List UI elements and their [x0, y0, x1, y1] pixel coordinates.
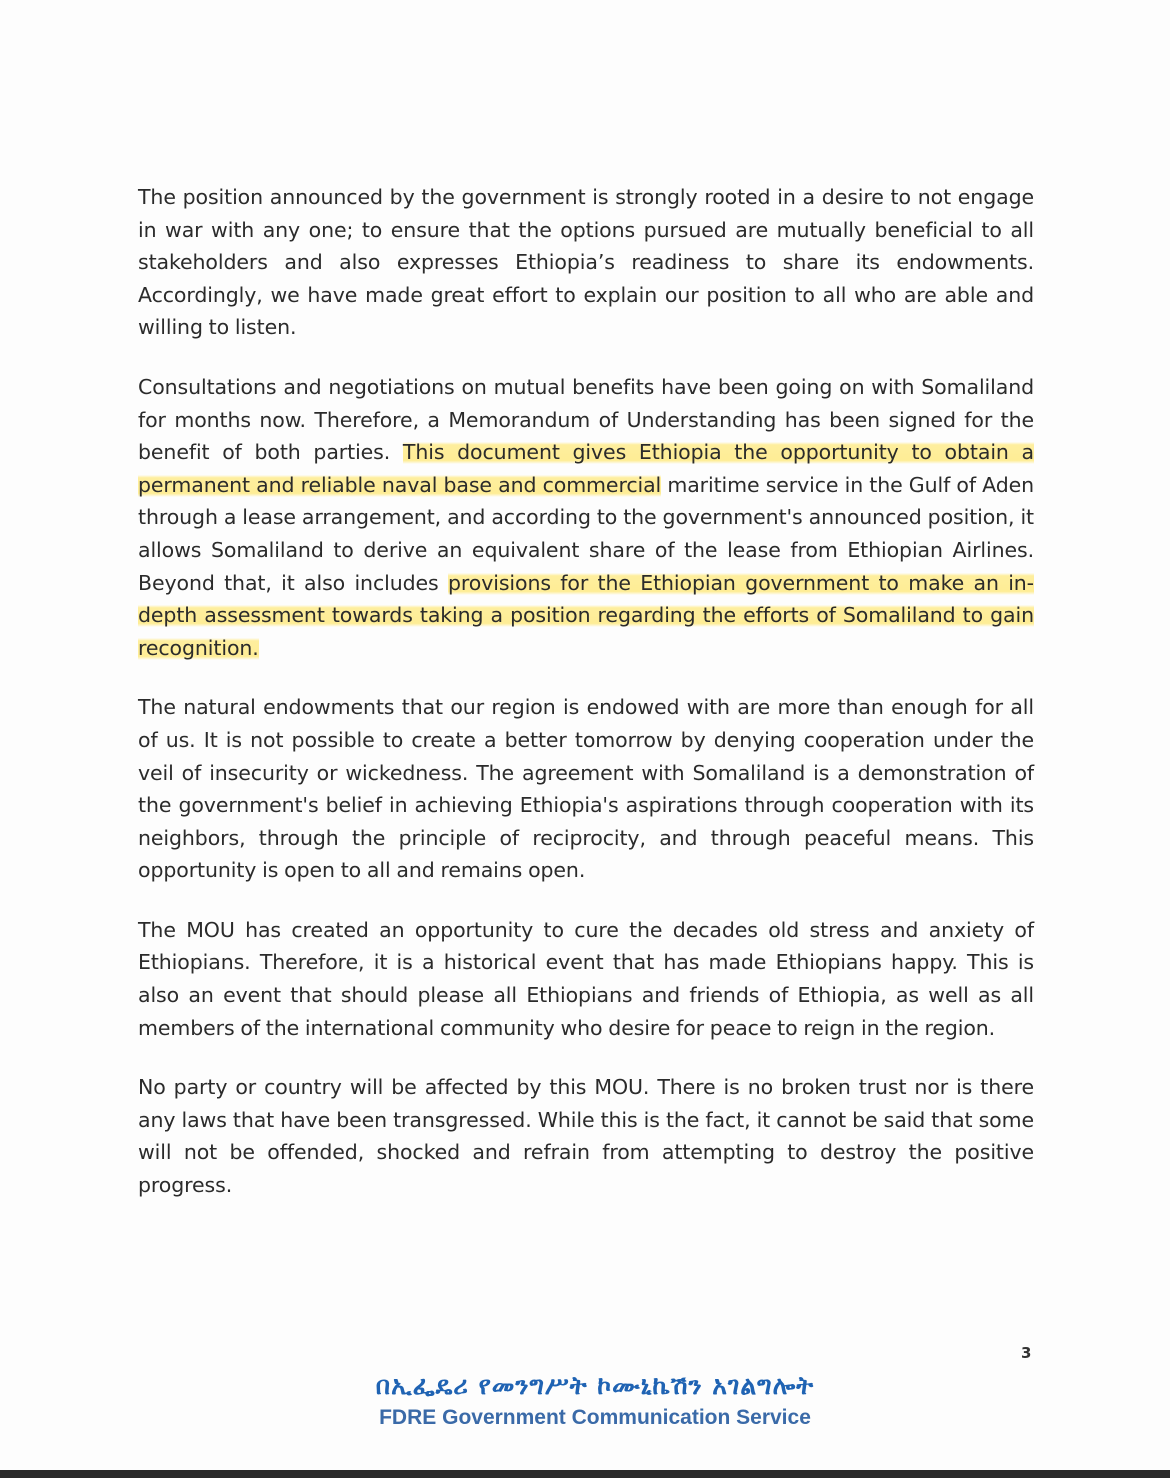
paragraph-text: maritime service in the Gulf of Aden through a lease arrangement, and according to the government's announced position, it allows Somaliland to derive an equivalent share of the lease from Ethiopian Airlines. Beyond that, it also includes	[138, 472, 1035, 595]
paragraph-text: No party or country will be affected by this MOU. There is no broken trust nor is there any laws that have been transgressed. While this is the fact, it cannot be said that some will not be offended, shocked and refrain from attempting to destroy the positive progress.	[138, 1075, 1034, 1198]
paragraph-text: The natural endowments that our region is endowed with are more than enough for all of us. It is not possible to create a better tomorrow by denying cooperation under the veil of insecurity or wickedness. The agreement with Somaliland is a demonstration of the government's belief in achieving Ethiopia's aspirations through cooperation with its neighbors, through the principle of reciprocity, and through peaceful means. This opportunity is open to all and remains open.	[138, 695, 1034, 883]
bottom-border	[0, 1470, 1170, 1478]
paragraph	[138, 1071, 1034, 1201]
paragraph	[138, 691, 1034, 887]
footer-amharic-name: በኢፌዴሪ የመንግሥት ኮሙኒኬሽን አገልግሎት	[375, 1371, 815, 1400]
document-body	[138, 181, 1034, 1229]
footer	[0, 1368, 1170, 1432]
highlighted-text: provisions for the Ethiopian government to make an in-depth assessment towards taking a position regarding the efforts of Somaliland to gain recognition.	[138, 570, 1034, 660]
page-number: 3	[1021, 1344, 1032, 1362]
highlighted-text: This document gives Ethiopia the opportunity to obtain a permanent and reliable naval base and commercial	[138, 440, 1034, 497]
paragraph	[138, 371, 1034, 664]
paragraph	[138, 914, 1034, 1044]
paragraph-text: The position announced by the government is strongly rooted in a desire to not engage in war with any one; to ensure that the options pursued are mutually beneficial to all stakeholders and also expresses Ethiopia’s readiness to share its endowments. Accordingly, we have made great effort to explain our position to all who are able and willing to listen.	[138, 185, 1034, 340]
paragraph-text: Consultations and negotiations on mutual benefits have been going on with Somaliland for months now. Therefore, a Memorandum of Understanding has been signed for the benefit of both parties.	[138, 374, 1034, 465]
paragraph	[138, 181, 1034, 344]
paragraph-text: The MOU has created an opportunity to cure the decades old stress and anxiety of Ethiopians. Therefore, it is a historical event that has made Ethiopians happy. This is also an event that should please all Ethiopians and friends of Ethiopia, as well as all members of the international community who desire for peace to reign in the region.	[138, 917, 1034, 1040]
footer-english-name: FDRE Government Communication Service	[379, 1406, 811, 1429]
